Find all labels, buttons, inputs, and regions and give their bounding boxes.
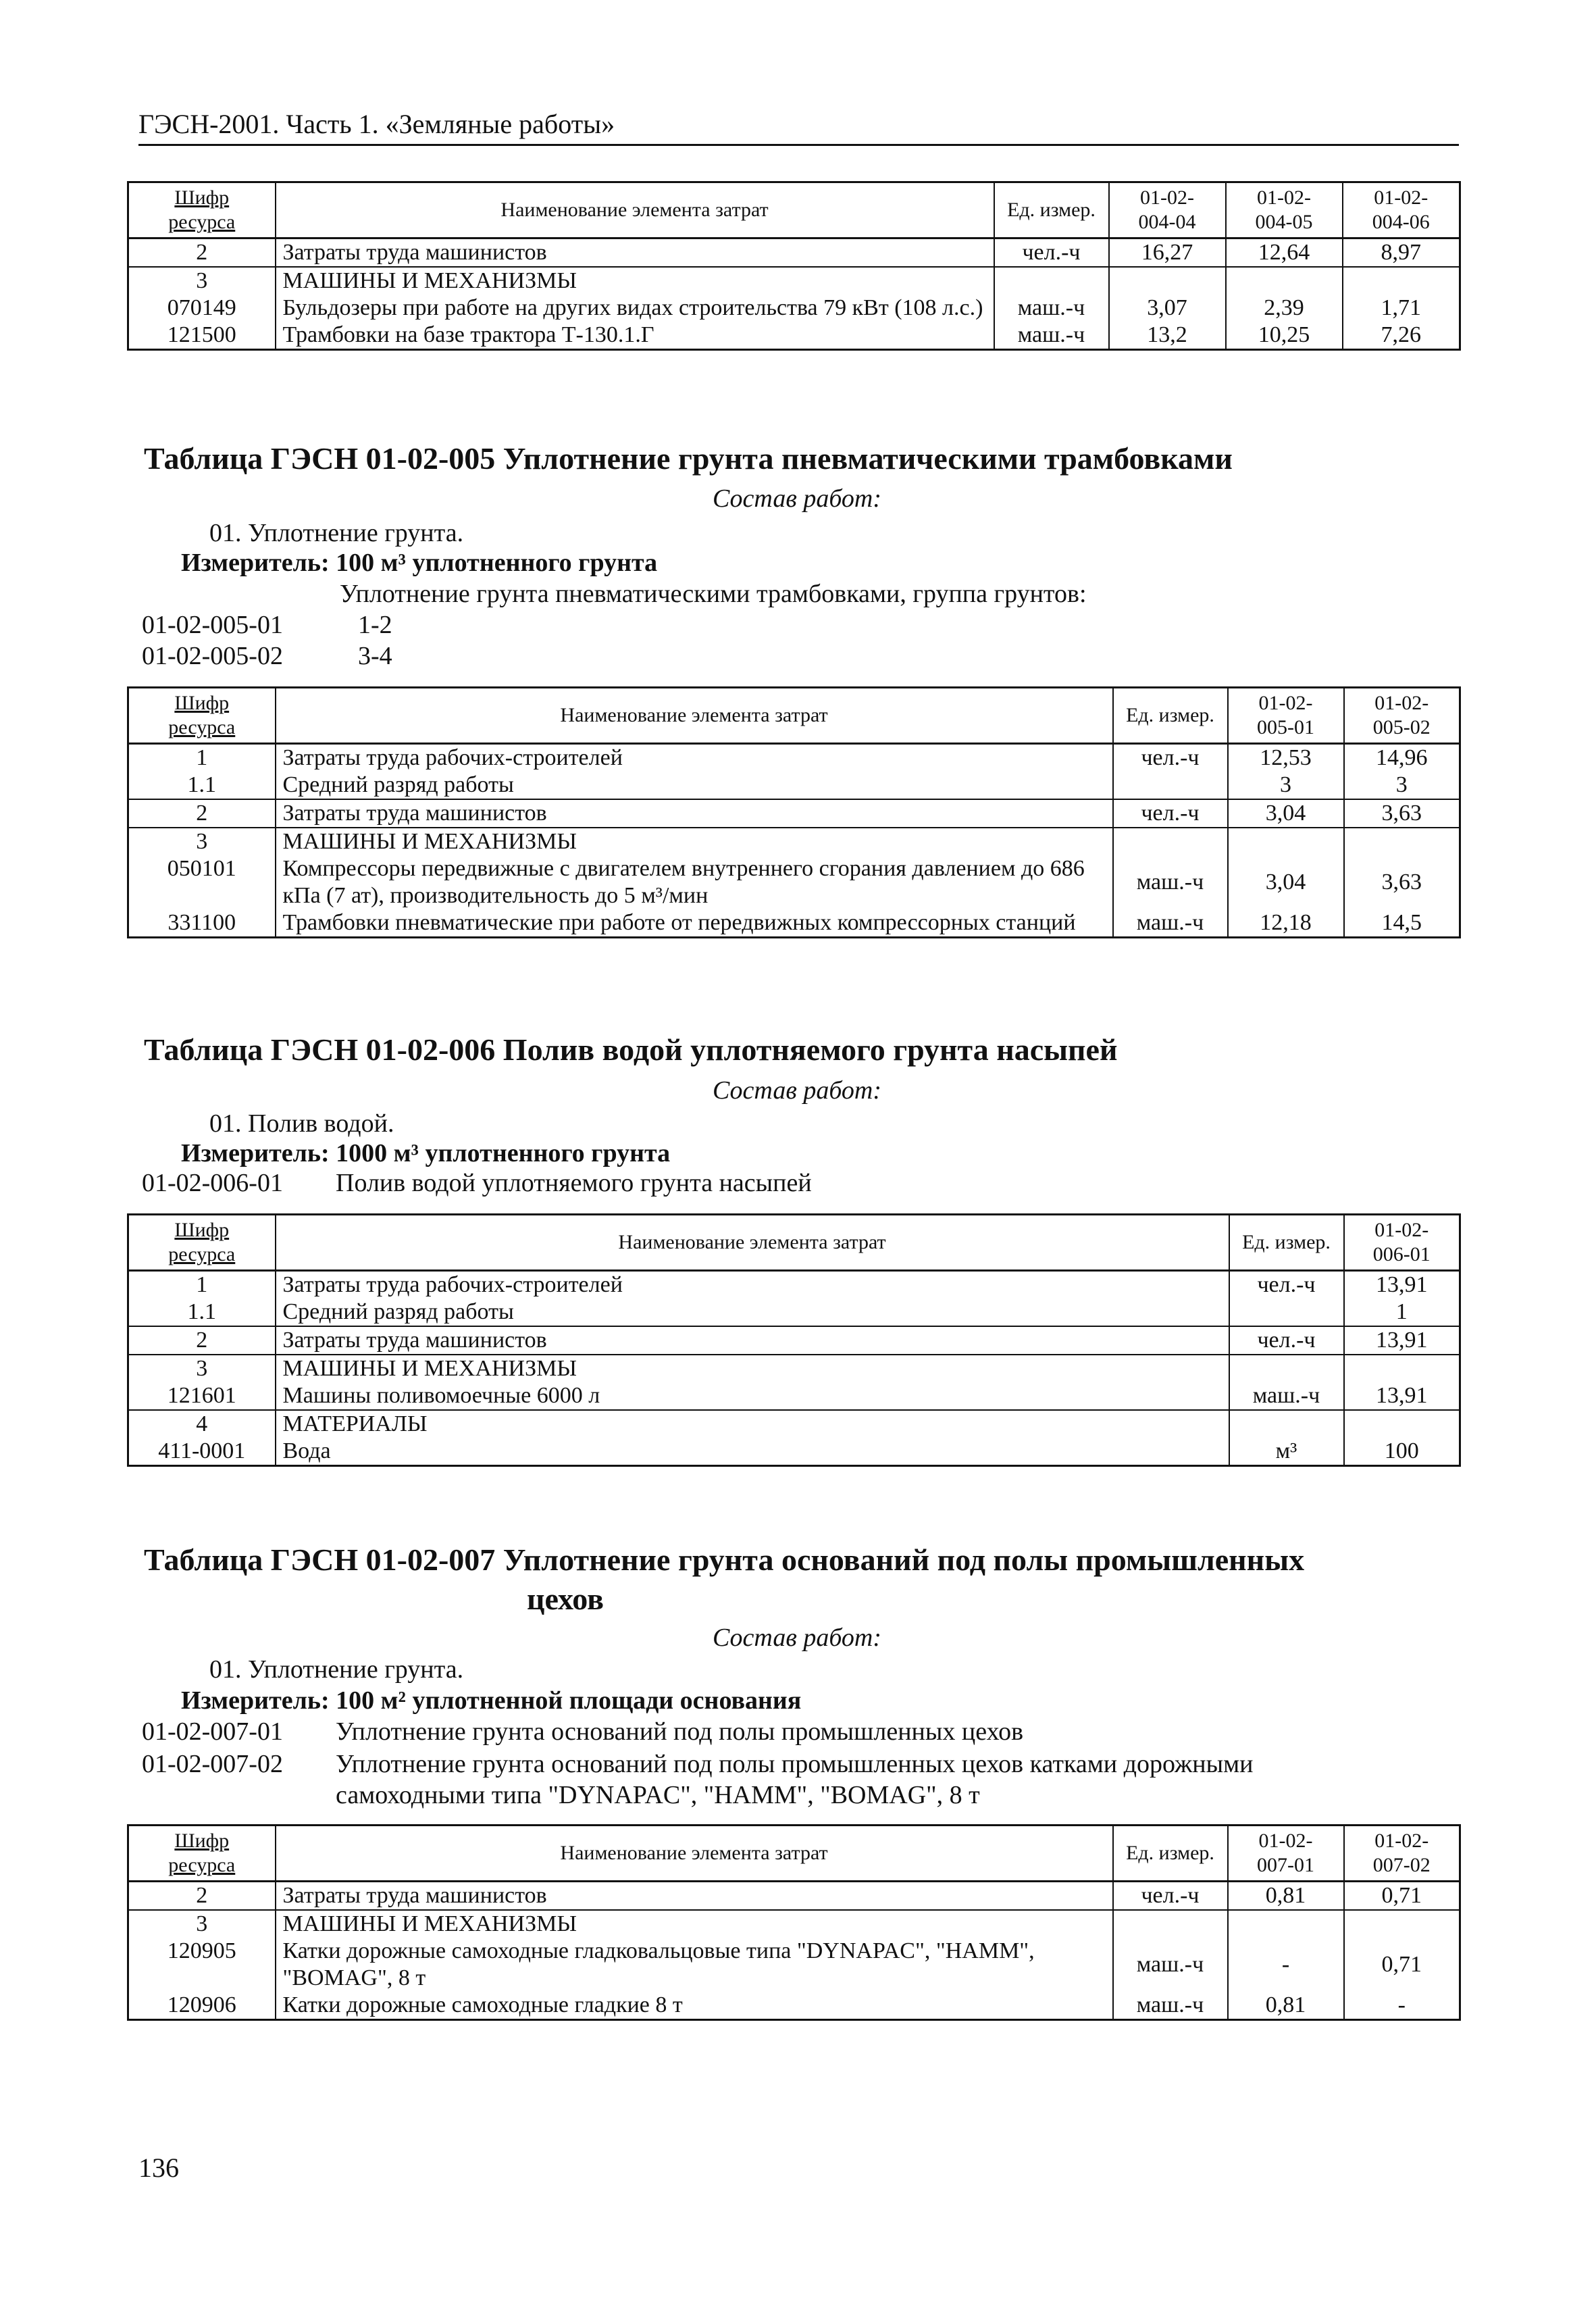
row-code: 1 <box>128 1271 276 1299</box>
table-007-item-code: 01-02-007-02 <box>142 1750 283 1778</box>
header-unit: Ед. измер. <box>1113 1826 1228 1882</box>
row-value: 3,63 <box>1344 855 1460 909</box>
table-006-item-code: 01-02-006-01 <box>142 1169 283 1197</box>
table-row <box>128 1438 1460 1466</box>
header-column-code-line: 007-02 <box>1372 1854 1431 1876</box>
table-006-sostav: Состав работ: <box>712 1076 882 1105</box>
row-value: 3,04 <box>1228 855 1344 909</box>
table-007-title-cont: цехов <box>527 1582 604 1616</box>
table-row <box>128 744 1460 772</box>
table-row <box>128 267 1460 295</box>
header-column-code-line: 01-02- <box>1258 692 1313 714</box>
header-code-line: Шифр <box>174 1830 230 1852</box>
header-column-code-line: 004-04 <box>1138 211 1196 233</box>
table-006-measure: Измеритель: 1000 м³ уплотненного грунта <box>181 1139 671 1167</box>
table-004 <box>127 181 1461 351</box>
header-code <box>128 1215 276 1271</box>
row-value: 1 <box>1344 1299 1460 1326</box>
row-value: 3,07 <box>1109 295 1226 322</box>
row-value <box>1343 267 1460 295</box>
row-name: Бульдозеры при работе на других видах строительства 79 кВт (108 л.с.) <box>276 295 994 322</box>
table-007-item-text: Уплотнение грунта оснований под полы промышленных цехов катками дорожными <box>336 1750 1254 1778</box>
row-code: 120905 <box>128 1938 276 1992</box>
table-005-title: Таблица ГЭСН 01-02-005 Уплотнение грунта пневматическими трамбовками <box>144 441 1233 476</box>
row-code: 050101 <box>128 855 276 909</box>
row-value: 13,2 <box>1109 322 1226 350</box>
header-column-code-line: 01-02- <box>1258 1830 1313 1852</box>
row-value: 3,63 <box>1344 799 1460 828</box>
table-006-item-text: Полив водой уплотняемого грунта насыпей <box>336 1169 812 1197</box>
header-name: Наименование элемента затрат <box>276 1826 1113 1882</box>
row-code: 411-0001 <box>128 1438 276 1466</box>
table-007-sostav: Состав работ: <box>712 1624 882 1652</box>
row-code: 070149 <box>128 295 276 322</box>
table-005-sostav: Состав работ: <box>712 484 882 513</box>
table-006-work: 01. Полив водой. <box>209 1109 394 1138</box>
table-row <box>128 1938 1460 1992</box>
row-name: Вода <box>276 1438 1229 1466</box>
row-name: МАШИНЫ И МЕХАНИЗМЫ <box>276 1355 1229 1382</box>
header-column-code-line: 01-02- <box>1374 1219 1429 1241</box>
row-unit: маш.-ч <box>994 295 1109 322</box>
row-value: 12,18 <box>1228 909 1344 938</box>
row-name: Затраты труда машинистов <box>276 238 994 268</box>
row-name: Затраты труда машинистов <box>276 799 1113 828</box>
row-name: МАШИНЫ И МЕХАНИЗМЫ <box>276 828 1113 855</box>
row-value: 12,64 <box>1226 238 1343 268</box>
header-column-code-line: 005-02 <box>1372 716 1431 738</box>
header-column-code <box>1109 182 1226 238</box>
table-007-item-code: 01-02-007-01 <box>142 1717 283 1746</box>
row-unit <box>994 267 1109 295</box>
table-row <box>128 909 1460 938</box>
row-value: 1,71 <box>1343 295 1460 322</box>
table-row <box>128 322 1460 350</box>
table-row <box>128 295 1460 322</box>
header-rule <box>138 144 1459 146</box>
row-name: Затраты труда рабочих-строителей <box>276 744 1113 772</box>
table-005-item-code: 01-02-005-01 <box>142 611 283 639</box>
row-value <box>1344 1355 1460 1382</box>
row-code: 120906 <box>128 1992 276 2020</box>
header-unit: Ед. измер. <box>1229 1215 1344 1271</box>
row-name: Трамбовки пневматические при работе от передвижных компрессорных станций <box>276 909 1113 938</box>
row-unit <box>1229 1410 1344 1438</box>
row-unit <box>1113 772 1228 799</box>
row-value: - <box>1344 1992 1460 2020</box>
header-column-code-line: 01-02- <box>1257 186 1311 209</box>
header-column-code-line: 005-01 <box>1257 716 1314 738</box>
header-unit: Ед. измер. <box>994 182 1109 238</box>
row-value <box>1344 1910 1460 1938</box>
row-value: 16,27 <box>1109 238 1226 268</box>
header-code-line: Шифр <box>174 692 230 714</box>
header-code-line: ресурса <box>168 716 236 738</box>
table-005 <box>127 686 1461 938</box>
row-code: 121601 <box>128 1382 276 1410</box>
page-number: 136 <box>138 2153 179 2183</box>
row-value <box>1344 828 1460 855</box>
header-column-code-line: 01-02- <box>1374 1830 1429 1852</box>
row-unit: маш.-ч <box>1113 1992 1228 2020</box>
header-column-code-line: 004-06 <box>1372 211 1430 233</box>
row-name: Компрессоры передвижные с двигателем внутреннего сгорания давлением до 686 кПа (7 ат), производительность до 5 м³/мин <box>276 855 1113 909</box>
row-value <box>1228 1910 1344 1938</box>
header-name: Наименование элемента затрат <box>276 688 1113 744</box>
header-column-code-line: 01-02- <box>1374 186 1428 209</box>
row-value: 14,96 <box>1344 744 1460 772</box>
row-value: 7,26 <box>1343 322 1460 350</box>
row-unit: чел.-ч <box>1113 799 1228 828</box>
header-code-line: ресурса <box>168 1854 236 1876</box>
table-row <box>128 1326 1460 1355</box>
row-unit: чел.-ч <box>1229 1271 1344 1299</box>
table-005-item-code: 01-02-005-02 <box>142 642 283 670</box>
row-code: 331100 <box>128 909 276 938</box>
row-code: 3 <box>128 267 276 295</box>
row-name: Затраты труда рабочих-строителей <box>276 1271 1229 1299</box>
row-value: 10,25 <box>1226 322 1343 350</box>
row-unit <box>1229 1355 1344 1382</box>
row-value: 3 <box>1344 772 1460 799</box>
table-header-row <box>128 1215 1460 1271</box>
row-code: 121500 <box>128 322 276 350</box>
row-code: 3 <box>128 1910 276 1938</box>
table-row <box>128 1410 1460 1438</box>
row-name: Затраты труда машинистов <box>276 1882 1113 1911</box>
row-code: 3 <box>128 828 276 855</box>
row-name: Катки дорожные самоходные гладкие 8 т <box>276 1992 1113 2020</box>
header-column-code-line: 004-05 <box>1255 211 1313 233</box>
header-column-code <box>1228 688 1344 744</box>
row-unit: чел.-ч <box>994 238 1109 268</box>
table-row <box>128 1382 1460 1410</box>
table-header-row <box>128 688 1460 744</box>
row-unit: маш.-ч <box>1113 909 1228 938</box>
table-row <box>128 1355 1460 1382</box>
row-name: Машины поливомоечные 6000 л <box>276 1382 1229 1410</box>
row-code: 3 <box>128 1355 276 1382</box>
table-row <box>128 1910 1460 1938</box>
row-unit: маш.-ч <box>1113 855 1228 909</box>
row-value <box>1226 267 1343 295</box>
header-code-line: ресурса <box>168 211 236 233</box>
header-column-code <box>1344 1215 1460 1271</box>
header-code-line: ресурса <box>168 1243 236 1265</box>
row-value: 0,81 <box>1228 1882 1344 1911</box>
row-value: 8,97 <box>1343 238 1460 268</box>
row-name: МАШИНЫ И МЕХАНИЗМЫ <box>276 1910 1113 1938</box>
row-value: - <box>1228 1938 1344 1992</box>
table-007-item-text: Уплотнение грунта оснований под полы промышленных цехов <box>336 1717 1024 1746</box>
row-code: 1.1 <box>128 772 276 799</box>
row-unit: чел.-ч <box>1229 1326 1344 1355</box>
header-column-code <box>1343 182 1460 238</box>
row-unit: чел.-ч <box>1113 744 1228 772</box>
row-unit: маш.-ч <box>1229 1382 1344 1410</box>
table-006 <box>127 1213 1461 1467</box>
row-name: Средний разряд работы <box>276 1299 1229 1326</box>
table-007-title: Таблица ГЭСН 01-02-007 Уплотнение грунта оснований под полы промышленных <box>144 1542 1305 1577</box>
header-column-code <box>1344 1826 1460 1882</box>
row-name: Затраты труда машинистов <box>276 1326 1229 1355</box>
table-header-row <box>128 1826 1460 1882</box>
header-name: Наименование элемента затрат <box>276 1215 1229 1271</box>
table-row <box>128 1992 1460 2020</box>
row-value: 14,5 <box>1344 909 1460 938</box>
row-value: 12,53 <box>1228 744 1344 772</box>
row-name: МАШИНЫ И МЕХАНИЗМЫ <box>276 267 994 295</box>
row-name: Катки дорожные самоходные гладковальцовые типа "DYNAPAC", "HAMM", "BOMAG", 8 т <box>276 1938 1113 1992</box>
table-005-measure: Измеритель: 100 м³ уплотненного грунта <box>181 549 658 577</box>
row-code: 1 <box>128 744 276 772</box>
row-name: Средний разряд работы <box>276 772 1113 799</box>
table-row <box>128 828 1460 855</box>
row-unit <box>1229 1299 1344 1326</box>
row-value <box>1109 267 1226 295</box>
header-column-code <box>1344 688 1460 744</box>
row-code: 2 <box>128 1326 276 1355</box>
row-value: 3,04 <box>1228 799 1344 828</box>
table-007-item-text-cont: самоходными типа "DYNAPAC", "HAMM", "BOMAG", 8 т <box>336 1781 980 1809</box>
header-name: Наименование элемента затрат <box>276 182 994 238</box>
header-code-line: Шифр <box>174 1219 230 1241</box>
row-code: 4 <box>128 1410 276 1438</box>
header-column-code-line: 007-01 <box>1257 1854 1314 1876</box>
row-value: 13,91 <box>1344 1271 1460 1299</box>
row-unit: маш.-ч <box>1113 1938 1228 1992</box>
header-code-line: Шифр <box>174 186 230 209</box>
row-name: Трамбовки на базе трактора Т-130.1.Г <box>276 322 994 350</box>
row-code: 2 <box>128 799 276 828</box>
row-value: 0,81 <box>1228 1992 1344 2020</box>
row-value: 2,39 <box>1226 295 1343 322</box>
table-007-work: 01. Уплотнение грунта. <box>209 1655 464 1684</box>
table-row <box>128 772 1460 799</box>
row-code: 2 <box>128 1882 276 1911</box>
row-unit: маш.-ч <box>994 322 1109 350</box>
header-code <box>128 1826 276 1882</box>
table-row <box>128 1271 1460 1299</box>
row-value <box>1344 1410 1460 1438</box>
table-header-row <box>128 182 1460 238</box>
table-row <box>128 799 1460 828</box>
table-005-work: 01. Уплотнение грунта. <box>209 519 464 547</box>
header-column-code-line: 006-01 <box>1372 1243 1431 1265</box>
header-column-code-line: 01-02- <box>1374 692 1429 714</box>
header-column-code <box>1228 1826 1344 1882</box>
table-row <box>128 1882 1460 1911</box>
row-value: 100 <box>1344 1438 1460 1466</box>
table-007 <box>127 1824 1461 2021</box>
header-column-code <box>1226 182 1343 238</box>
row-code: 1.1 <box>128 1299 276 1326</box>
table-005-intro: Уплотнение грунта пневматическими трамбовками, группа грунтов: <box>340 580 1087 608</box>
row-unit: чел.-ч <box>1113 1882 1228 1911</box>
table-row <box>128 855 1460 909</box>
table-006-title: Таблица ГЭСН 01-02-006 Полив водой уплотняемого грунта насыпей <box>144 1032 1118 1067</box>
row-value: 0,71 <box>1344 1882 1460 1911</box>
table-row <box>128 1299 1460 1326</box>
running-head: ГЭСН-2001. Часть 1. «Земляные работы» <box>138 109 615 139</box>
header-code <box>128 182 276 238</box>
header-unit: Ед. измер. <box>1113 688 1228 744</box>
table-007-measure: Измеритель: 100 м² уплотненной площади основания <box>181 1686 802 1715</box>
row-unit: м³ <box>1229 1438 1344 1466</box>
header-code <box>128 688 276 744</box>
table-005-item-text: 1-2 <box>358 611 392 639</box>
table-row <box>128 238 1460 268</box>
table-005-item-text: 3-4 <box>358 642 392 670</box>
row-value: 13,91 <box>1344 1382 1460 1410</box>
row-value <box>1228 828 1344 855</box>
row-value: 3 <box>1228 772 1344 799</box>
row-unit <box>1113 828 1228 855</box>
row-code: 2 <box>128 238 276 268</box>
row-value: 0,71 <box>1344 1938 1460 1992</box>
row-unit <box>1113 1910 1228 1938</box>
header-column-code-line: 01-02- <box>1140 186 1194 209</box>
row-name: МАТЕРИАЛЫ <box>276 1410 1229 1438</box>
row-value: 13,91 <box>1344 1326 1460 1355</box>
